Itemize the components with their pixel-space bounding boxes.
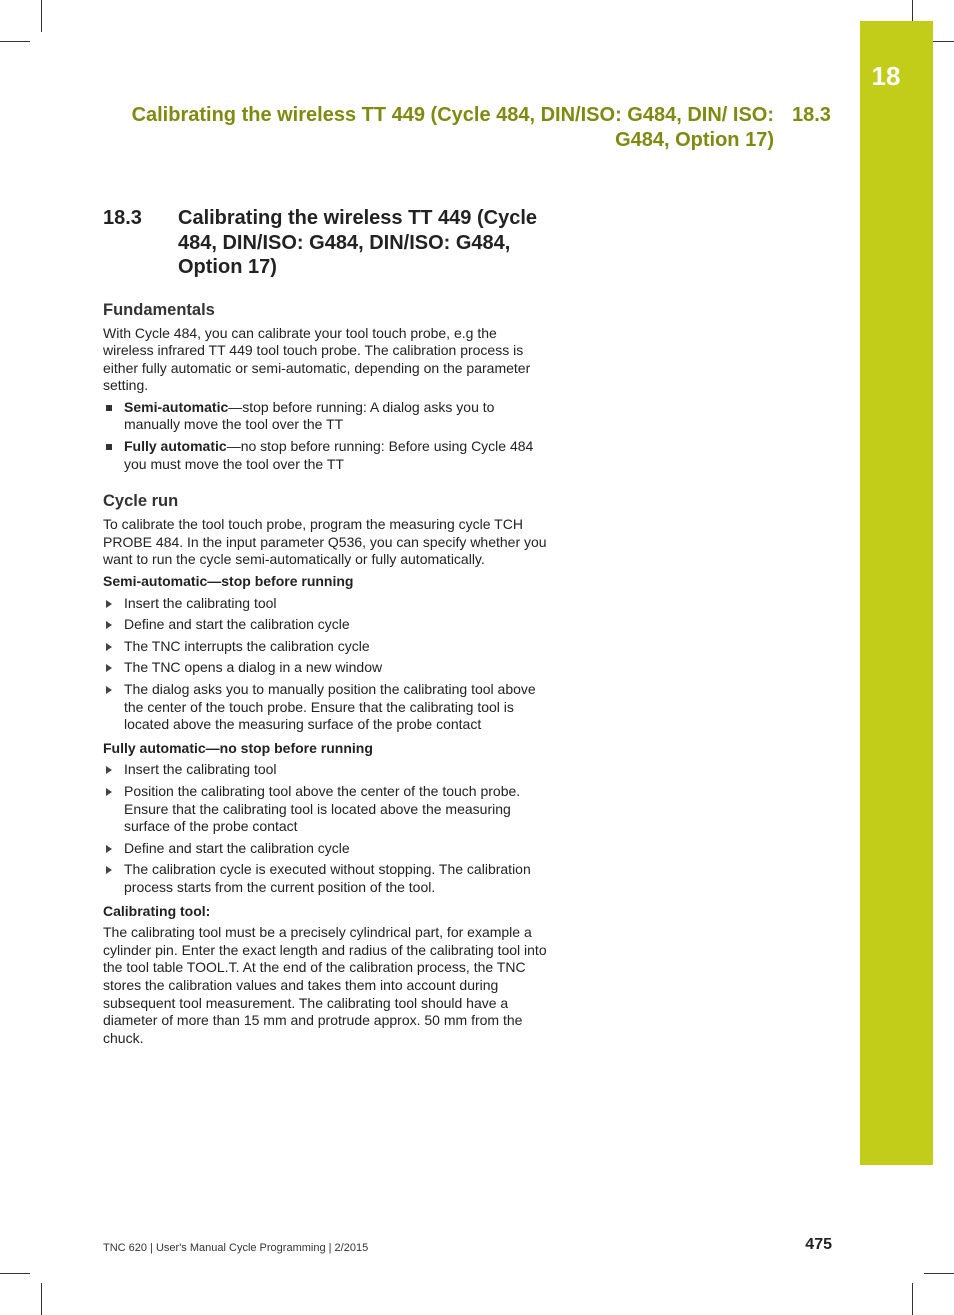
square-bullet-icon <box>106 444 112 450</box>
list-item <box>103 616 549 634</box>
fully-automatic-label: Fully automatic—no stop before running <box>103 739 373 756</box>
crop-mark <box>924 1273 954 1274</box>
cycle-run-heading: Cycle run <box>103 492 179 511</box>
step-text: Define and start the calibration cycle <box>124 616 350 633</box>
fully-automatic-steps <box>103 761 549 896</box>
semi-automatic-label: Semi-automatic—stop before running <box>103 573 354 590</box>
triangle-bullet-icon <box>106 600 112 608</box>
fundamentals-heading: Fundamentals <box>103 300 215 319</box>
step-text: Insert the calibrating tool <box>124 594 277 611</box>
list-item <box>103 783 549 836</box>
list-item <box>103 681 549 734</box>
bullet-term: Fully automatic <box>124 438 227 455</box>
crop-mark <box>0 1273 30 1274</box>
triangle-bullet-icon <box>106 845 112 853</box>
list-item <box>103 840 549 858</box>
main-content <box>103 206 549 1051</box>
running-header-title: Calibrating the wireless TT 449 (Cycle 484, DIN/ISO: G484, DIN/ ISO: G484, Option 17) <box>131 104 774 151</box>
fundamentals-bullets <box>103 399 549 473</box>
list-item <box>103 399 549 434</box>
step-text: Define and start the calibration cycle <box>124 839 350 856</box>
running-header-section: 18.3 <box>792 104 831 126</box>
list-item <box>103 638 549 656</box>
bullet-term: Semi-automatic <box>124 398 229 415</box>
list-item <box>103 659 549 677</box>
step-text: The calibration cycle is executed without stopping. The calibration process starts from the current position of the tool. <box>124 861 531 895</box>
triangle-bullet-icon <box>106 686 112 694</box>
section-heading <box>103 206 549 280</box>
section-number: 18.3 <box>103 207 142 229</box>
crop-mark <box>0 41 30 42</box>
page-number: 475 <box>805 1236 832 1253</box>
step-text: The dialog asks you to manually position the calibrating tool above the center of the touch probe. Ensure that the calibrating tool is located above the measuring surface of the probe contact <box>124 681 536 733</box>
chapter-number: 18 <box>871 61 901 91</box>
triangle-bullet-icon <box>106 788 112 796</box>
crop-mark <box>41 0 42 32</box>
list-item <box>103 438 549 473</box>
triangle-bullet-icon <box>106 664 112 672</box>
step-text: Insert the calibrating tool <box>124 761 277 778</box>
cycle-run-intro: To calibrate the tool touch probe, program the measuring cycle TCH PROBE 484. In the input parameter Q536, you can specify whether you want to run the cycle semi-automatically or fully automatically. <box>103 516 547 568</box>
triangle-bullet-icon <box>106 766 112 774</box>
list-item <box>103 761 549 779</box>
list-item <box>103 595 549 613</box>
chapter-tab <box>860 21 933 1165</box>
section-title: Calibrating the wireless TT 449 (Cycle 484, DIN/ISO: G484, DIN/ISO: G484, Option 17) <box>178 207 538 278</box>
triangle-bullet-icon <box>106 643 112 651</box>
crop-mark <box>41 1283 42 1315</box>
step-text: The TNC opens a dialog in a new window <box>124 659 383 676</box>
step-text: The TNC interrupts the calibration cycle <box>124 637 370 654</box>
triangle-bullet-icon <box>106 621 112 629</box>
list-item <box>103 861 549 896</box>
calibrating-tool-label: Calibrating tool: <box>103 902 211 919</box>
crop-mark <box>912 1283 913 1315</box>
calibrating-tool-text: The calibrating tool must be a precisely cylindrical part, for example a cylinder pin. Enter the exact length and radius of the calibrating tool into the tool table TOOL.T. At the end of the calibration process, the TNC stores the calibration values and takes them into account during subsequent tool measurement. The calibrating tool should have a diameter of more than 15 mm and protrude approx. 50 mm from the chuck. <box>103 924 547 1046</box>
bullet-text: —stop before running: A dialog asks you to manually move the tool over the TT <box>124 398 495 433</box>
fundamentals-intro: With Cycle 484, you can calibrate your tool touch probe, e.g the wireless infrared TT 449 tool touch probe. The calibration process is either fully automatic or semi-automatic, depending on the parameter setting. <box>103 324 531 394</box>
square-bullet-icon <box>106 405 112 411</box>
semi-automatic-steps <box>103 595 549 734</box>
step-text: Position the calibrating tool above the center of the touch probe. Ensure that the calibrating tool is located above the measuring surface of the probe contact <box>124 782 521 835</box>
bullet-text: —no stop before running: Before using Cycle 484 you must move the tool over the TT <box>124 438 534 472</box>
triangle-bullet-icon <box>106 866 112 874</box>
footer-text: TNC 620 | User's Manual Cycle Programming | 2/2015 <box>103 1242 369 1254</box>
